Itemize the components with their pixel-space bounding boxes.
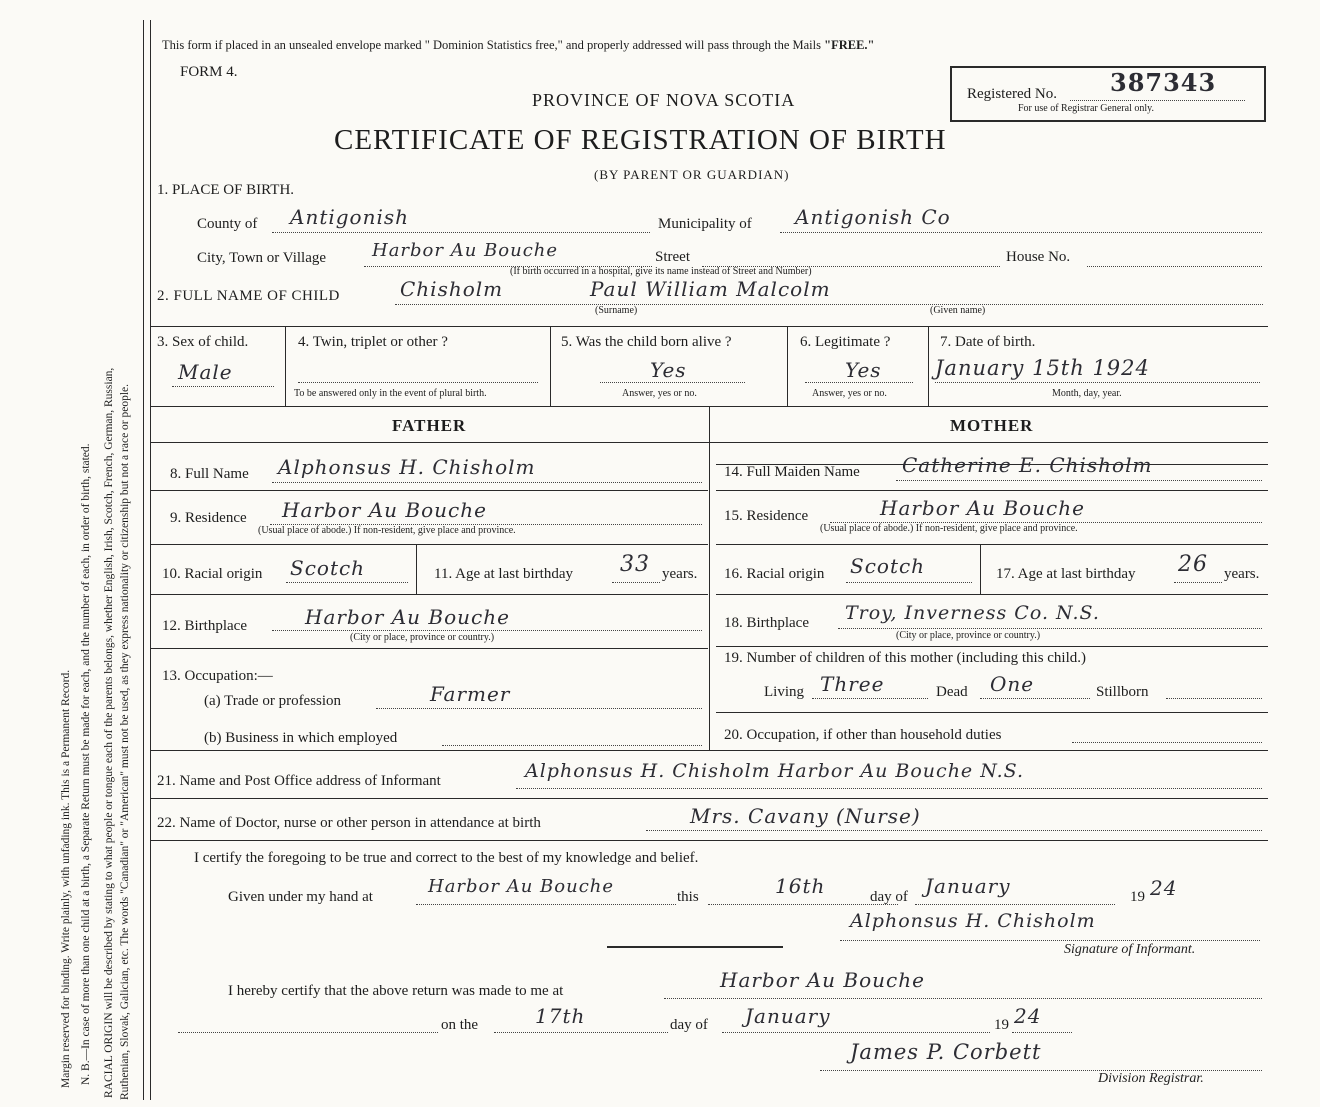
father-age-label: 11. Age at last birthday xyxy=(434,566,573,582)
registrar-month: January xyxy=(745,1004,831,1028)
mother-residence-note: (Usual place of abode.) If non-resident, give place and province. xyxy=(820,523,1078,534)
legitimate-value: Yes xyxy=(845,358,882,382)
registrar-year: 24 xyxy=(1014,1004,1042,1028)
dob-note: Month, day, year. xyxy=(1052,388,1122,399)
mother-years-label: years. xyxy=(1224,566,1260,582)
certificate-title: CERTIFICATE OF REGISTRATION OF BIRTH xyxy=(334,124,947,156)
registrar-use-note: For use of Registrar General only. xyxy=(1018,103,1154,114)
mother-racial-label: 16. Racial origin xyxy=(724,566,825,582)
father-years-label: years. xyxy=(662,566,698,582)
father-racial-label: 10. Racial origin xyxy=(162,566,263,582)
business-label: (b) Business in which employed xyxy=(204,730,398,746)
margin-note-binding: Margin reserved for binding. Write plainly, with unfading ink. This is a Permanent Record. xyxy=(60,669,72,1088)
this-label: this xyxy=(677,889,699,905)
registered-number: 387343 xyxy=(1110,68,1217,97)
attendant-value: Mrs. Cavany (Nurse) xyxy=(690,804,921,828)
legitimate-label: 6. Legitimate ? xyxy=(800,334,891,350)
mother-residence-label: 15. Residence xyxy=(724,508,809,524)
registrar-statement: I hereby certify that the above return was made to me at xyxy=(228,983,564,999)
father-birthplace-label: 12. Birthplace xyxy=(162,618,247,634)
father-age-value: 33 xyxy=(620,552,650,577)
father-racial-value: Scotch xyxy=(290,556,366,580)
alive-note: Answer, yes or no. xyxy=(622,388,697,399)
given-place: Harbor Au Bouche xyxy=(428,876,615,897)
attendant-label: 22. Name of Doctor, nurse or other person in attendance at birth xyxy=(157,815,541,831)
registered-label: Registered No. xyxy=(967,86,1057,102)
child-surname: Chisholm xyxy=(400,277,504,301)
given-under-label: Given under my hand at xyxy=(228,889,373,905)
surname-caption: (Surname) xyxy=(595,305,638,316)
father-occupation-label: 13. Occupation:— xyxy=(162,668,273,684)
province-heading: PROVINCE OF NOVA SCOTIA xyxy=(532,90,796,110)
registrar-year-prefix: 19 xyxy=(994,1017,1009,1033)
informant-value: Alphonsus H. Chisholm Harbor Au Bouche N.S. xyxy=(525,760,1025,782)
mother-racial-value: Scotch xyxy=(850,554,926,578)
given-name-caption: (Given name) xyxy=(930,305,986,316)
mother-age-label: 17. Age at last birthday xyxy=(996,566,1136,582)
on-the-label: on the xyxy=(441,1017,479,1033)
registrar-day: 17th xyxy=(535,1004,586,1028)
mother-birthplace-note: (City or place, province or country.) xyxy=(896,630,1041,641)
margin-note-racial-1: RACIAL ORIGIN will be described by stating to what people or tongue each of the parents belongs, whether English, Irish, Scotch, French, German, Russian, xyxy=(103,367,115,1098)
margin-note-nb: N. B.—In case of more than one child at a birth, a Separate Return must be made for each, and the number of each, in order of birth, stated. xyxy=(80,443,92,1085)
living-label: Living xyxy=(764,684,804,700)
mother-birthplace-label: 18. Birthplace xyxy=(724,615,809,631)
margin-note-racial-2: Ruthenian, Slovak, Galician, etc. The words "Canadian" or "American" must not be used, as they express nationality or citizenship but not a race or people. xyxy=(119,383,131,1100)
given-year: 24 xyxy=(1150,876,1178,900)
dead-value: One xyxy=(990,672,1035,696)
sex-label: 3. Sex of child. xyxy=(157,334,249,350)
mother-name-value: Catherine E. Chisholm xyxy=(902,453,1153,477)
living-value: Three xyxy=(820,672,885,696)
father-birthplace-value: Harbor Au Bouche xyxy=(305,605,510,629)
alive-value: Yes xyxy=(650,358,687,382)
twin-label: 4. Twin, triplet or other ? xyxy=(298,334,448,350)
city-value: Harbor Au Bouche xyxy=(372,240,559,261)
informant-signature-caption: Signature of Informant. xyxy=(1064,942,1196,957)
twin-note: To be answered only in the event of plural birth. xyxy=(294,388,487,399)
certification-statement: I certify the foregoing to be true and correct to the best of my knowledge and belief. xyxy=(194,850,699,866)
form-number: FORM 4. xyxy=(180,64,238,80)
father-heading: FATHER xyxy=(392,416,467,435)
mother-heading: MOTHER xyxy=(950,416,1034,435)
father-name-label: 8. Full Name xyxy=(170,466,249,482)
municipality-value: Antigonish Co xyxy=(795,205,951,229)
child-given-name: Paul William Malcolm xyxy=(590,277,831,301)
given-day: 16th xyxy=(775,874,826,898)
postal-free: "FREE." xyxy=(824,38,875,52)
legitimate-note: Answer, yes or no. xyxy=(812,388,887,399)
certificate-subtitle: (BY PARENT OR GUARDIAN) xyxy=(594,167,790,182)
city-label: City, Town or Village xyxy=(197,250,327,266)
registrar-day-of-label: day of xyxy=(670,1017,708,1033)
trade-value: Farmer xyxy=(430,682,511,706)
county-value: Antigonish xyxy=(290,205,410,229)
given-month: January xyxy=(925,874,1011,898)
registrar-signature: James P. Corbett xyxy=(850,1040,1042,1064)
mother-occupation-label: 20. Occupation, if other than household duties xyxy=(724,727,1002,743)
dob-label: 7. Date of birth. xyxy=(940,334,1036,350)
registrar-place: Harbor Au Bouche xyxy=(720,968,925,992)
dob-value: January 15th 1924 xyxy=(935,356,1150,380)
place-of-birth-heading: 1. PLACE OF BIRTH. xyxy=(157,182,295,198)
trade-label: (a) Trade or profession xyxy=(204,693,342,709)
father-name-value: Alphonsus H. Chisholm xyxy=(278,455,536,479)
child-name-label: 2. FULL NAME OF CHILD xyxy=(157,288,340,304)
county-label: County of xyxy=(197,216,258,232)
mother-children-label: 19. Number of children of this mother (including this child.) xyxy=(724,650,1087,666)
father-birthplace-note: (City or place, province or country.) xyxy=(350,632,495,643)
informant-label: 21. Name and Post Office address of Informant xyxy=(157,773,441,789)
father-residence-note: (Usual place of abode.) If non-resident, give place and province. xyxy=(258,525,516,536)
stillborn-label: Stillborn xyxy=(1096,684,1149,700)
registrar-signature-caption: Division Registrar. xyxy=(1098,1071,1204,1086)
municipality-label: Municipality of xyxy=(658,216,752,232)
informant-signature: Alphonsus H. Chisholm xyxy=(850,910,1096,932)
mother-residence-value: Harbor Au Bouche xyxy=(880,496,1085,520)
sex-value: Male xyxy=(178,360,233,384)
hospital-note: (If birth occurred in a hospital, give its name instead of Street and Number) xyxy=(510,266,812,277)
father-residence-value: Harbor Au Bouche xyxy=(282,498,487,522)
mother-birthplace-value: Troy, Inverness Co. N.S. xyxy=(845,602,1100,624)
father-residence-label: 9. Residence xyxy=(170,510,247,526)
alive-label: 5. Was the child born alive ? xyxy=(561,334,732,350)
dead-label: Dead xyxy=(936,684,968,700)
mother-name-label: 14. Full Maiden Name xyxy=(724,464,860,480)
day-of-label: day of xyxy=(870,889,908,905)
given-year-prefix: 19 xyxy=(1130,889,1145,905)
house-number-label: House No. xyxy=(1006,249,1071,265)
street-label: Street xyxy=(655,249,690,265)
postal-note: This form if placed in an unsealed envelope marked " Dominion Statistics free," and properly addressed will pass through the Mails "FREE." xyxy=(162,38,875,52)
mother-age-value: 26 xyxy=(1178,552,1208,577)
